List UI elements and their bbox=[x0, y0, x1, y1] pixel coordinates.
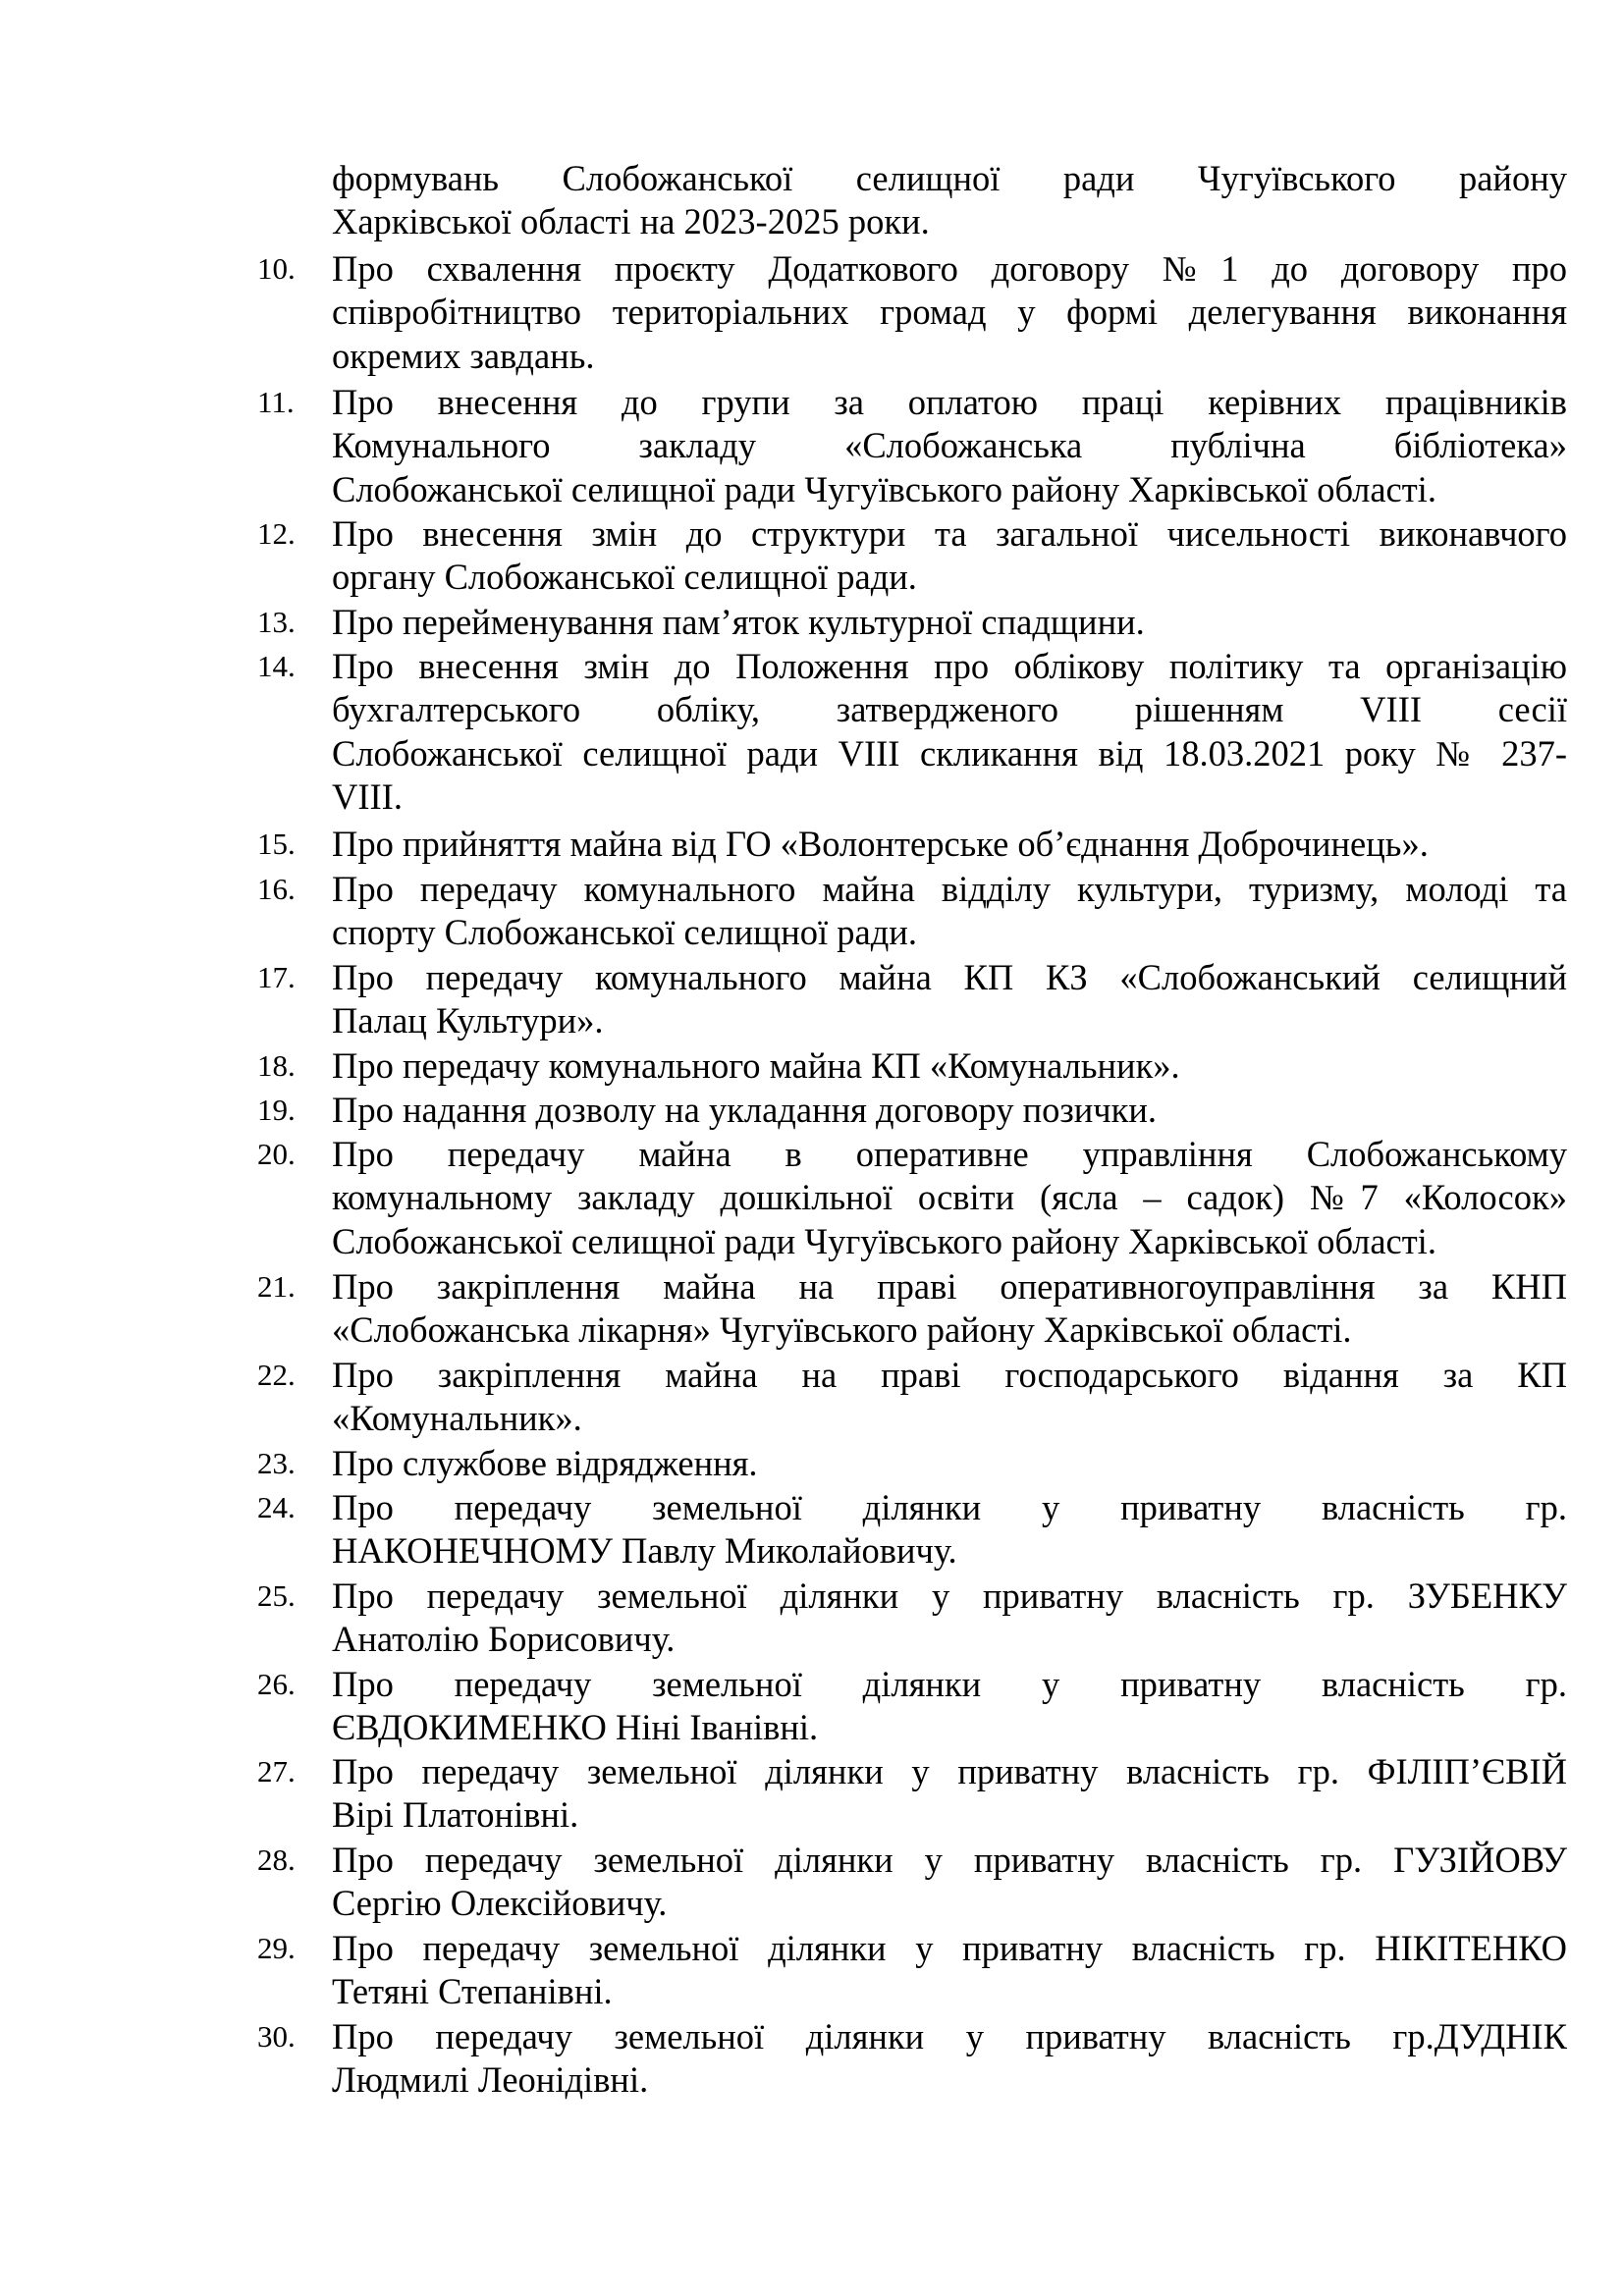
item-number: 23. bbox=[257, 1446, 296, 1480]
text-line: формувань Слобожанської селищної ради Чугуївського району bbox=[332, 158, 1567, 198]
agenda-item-text bbox=[332, 1839, 1567, 1926]
agenda-item-text bbox=[332, 1750, 1567, 1838]
text-line: Про закріплення майна на праві оперативногоуправління за КНП bbox=[332, 1266, 1567, 1307]
agenda-item-text bbox=[332, 1663, 1567, 1750]
agenda-item-text bbox=[332, 157, 1567, 244]
text-line: Про схвалення проєкту Додаткового договору №1 до договору про bbox=[332, 248, 1567, 289]
text-line: Про внесення змін до Положення про облікову політику та організацію bbox=[332, 646, 1567, 686]
agenda-item-text bbox=[332, 381, 1567, 511]
text-line: «Слобожанська лікарня» Чугуївського району Харківської області. bbox=[332, 1309, 1352, 1351]
text-line: Про передачу комунального майна КП «Комунальник». bbox=[332, 1045, 1180, 1086]
text-line: Тетяні Степанівні. bbox=[332, 1971, 613, 2012]
text-line: Про передачу земельної ділянки у приватну власність гр. ФІЛІП’ЄВІЙ bbox=[332, 1751, 1567, 1791]
text-line: Про службове відрядження. bbox=[332, 1443, 758, 1483]
text-line: Слобожанської селищної ради VIII скликання від 18.03.2021 року № 237- bbox=[332, 732, 1567, 774]
text-line: Слобожанської селищної ради Чугуївського району Харківської області. bbox=[332, 1220, 1436, 1261]
item-number: 28. bbox=[257, 1842, 296, 1877]
text-line: Про передачу земельної ділянки у приватну власність гр. НІКІТЕНКО bbox=[332, 1928, 1567, 1968]
text-line: органу Слобожанської селищної ради. bbox=[332, 557, 917, 598]
text-line: Про внесення змін до структури та загальної чисельності виконавчого bbox=[332, 513, 1567, 554]
text-line: Про закріплення майна на праві господарського відання за КП bbox=[332, 1355, 1567, 1395]
agenda-item-text bbox=[332, 1265, 1567, 1353]
item-number: 12. bbox=[257, 516, 296, 551]
agenda-item-text bbox=[332, 868, 1567, 955]
text-line: Вірі Платонівні. bbox=[332, 1794, 579, 1836]
text-line: спорту Слобожанської селищної ради. bbox=[332, 912, 917, 953]
item-number: 20. bbox=[257, 1137, 296, 1171]
text-line: Про прийняття майна від ГО «Волонтерське об’єднання Доброчинець». bbox=[332, 824, 1429, 864]
item-number: 29. bbox=[257, 1931, 296, 1965]
text-line: «Комунальник». bbox=[332, 1398, 582, 1439]
item-number: 21. bbox=[257, 1269, 296, 1304]
text-line: Про передачу земельної ділянки у приватну власність гр. bbox=[332, 1487, 1567, 1527]
text-line: Сергію Олексійовичу. bbox=[332, 1883, 668, 1924]
item-number: 18. bbox=[257, 1048, 296, 1083]
text-line: Палац Культури». bbox=[332, 1000, 604, 1041]
text-line: Слобожанської селищної ради Чугуївського району Харківської області. bbox=[332, 468, 1436, 509]
text-line: Про передачу земельної ділянки у приватну власність гр.ДУДНІК bbox=[332, 2016, 1567, 2056]
agenda-item-text bbox=[332, 1575, 1567, 1662]
agenda-item-text bbox=[332, 1044, 1567, 1088]
item-number: 14. bbox=[257, 649, 296, 683]
item-number: 22. bbox=[257, 1358, 296, 1392]
text-line: Анатолію Борисовичу. bbox=[332, 1619, 676, 1660]
item-number: 11. bbox=[257, 385, 295, 419]
item-number: 17. bbox=[257, 960, 296, 994]
agenda-item-text bbox=[332, 512, 1567, 600]
text-line: Про передачу майна в оперативне управління Слобожанському bbox=[332, 1134, 1567, 1174]
text-line: Людмилі Леонідівні. bbox=[332, 2059, 649, 2101]
item-number: 27. bbox=[257, 1754, 296, 1789]
item-number: 24. bbox=[257, 1490, 296, 1524]
agenda-item-text bbox=[332, 1354, 1567, 1441]
text-line: Про передачу земельної ділянки у приватну власність гр. ЗУБЕНКУ bbox=[332, 1575, 1567, 1616]
agenda-item-text bbox=[332, 1089, 1567, 1132]
text-line: співробітництво територіальних громад у формі делегування виконання bbox=[332, 292, 1567, 333]
agenda-item-text bbox=[332, 1442, 1567, 1485]
text-line: НАКОНЕЧНОМУ Павлу Миколайовичу. bbox=[332, 1530, 957, 1572]
item-number: 16. bbox=[257, 872, 296, 906]
text-line: Про перейменування пам’яток культурної спадщини. bbox=[332, 602, 1145, 642]
text-line: Про передачу комунального майна відділу культури, туризму, молоді та bbox=[332, 869, 1567, 909]
text-line: Про передачу земельної ділянки у приватну власність гр. ГУЗІЙОВУ bbox=[332, 1840, 1567, 1880]
item-number: 10. bbox=[257, 251, 296, 286]
agenda-item-text bbox=[332, 1927, 1567, 2014]
item-number: 19. bbox=[257, 1093, 296, 1127]
agenda-item-text bbox=[332, 823, 1567, 866]
agenda-item-text bbox=[332, 1486, 1567, 1574]
item-number: 25. bbox=[257, 1578, 296, 1613]
agenda-item-text bbox=[332, 601, 1567, 644]
text-line: Про внесення до групи за оплатою праці керівних працівників bbox=[332, 382, 1567, 422]
agenda-item-text bbox=[332, 247, 1567, 378]
text-line: Про надання дозволу на укладання договору позички. bbox=[332, 1090, 1158, 1130]
text-line: комунальному закладу дошкільної освіти (ясла – садок) №7 «Колосок» bbox=[332, 1177, 1567, 1218]
agenda-item-text bbox=[332, 645, 1567, 819]
agenda-item-text bbox=[332, 2015, 1567, 2103]
text-line: VIII. bbox=[332, 775, 403, 817]
item-number: 30. bbox=[257, 2019, 296, 2054]
text-line: Харківської області на 2023-2025 роки. bbox=[332, 201, 930, 242]
item-number: 13. bbox=[257, 605, 296, 639]
text-line: окремих завдань. bbox=[332, 335, 595, 376]
item-number: 26. bbox=[257, 1667, 296, 1701]
text-line: Комунального закладу «Слобожанська публічна бібліотека» bbox=[332, 425, 1567, 466]
text-line: бухгалтерського обліку, затвердженого рішенням VIII сесії bbox=[332, 689, 1567, 730]
agenda-item-text bbox=[332, 956, 1567, 1043]
text-line: Про передачу земельної ділянки у приватну власність гр. bbox=[332, 1664, 1567, 1704]
item-number: 15. bbox=[257, 827, 296, 861]
text-line: ЄВДОКИМЕНКО Ніні Іванівні. bbox=[332, 1707, 819, 1748]
text-line: Про передачу комунального майна КП КЗ «Слобожанський селищний bbox=[332, 957, 1567, 997]
agenda-item-text bbox=[332, 1133, 1567, 1263]
